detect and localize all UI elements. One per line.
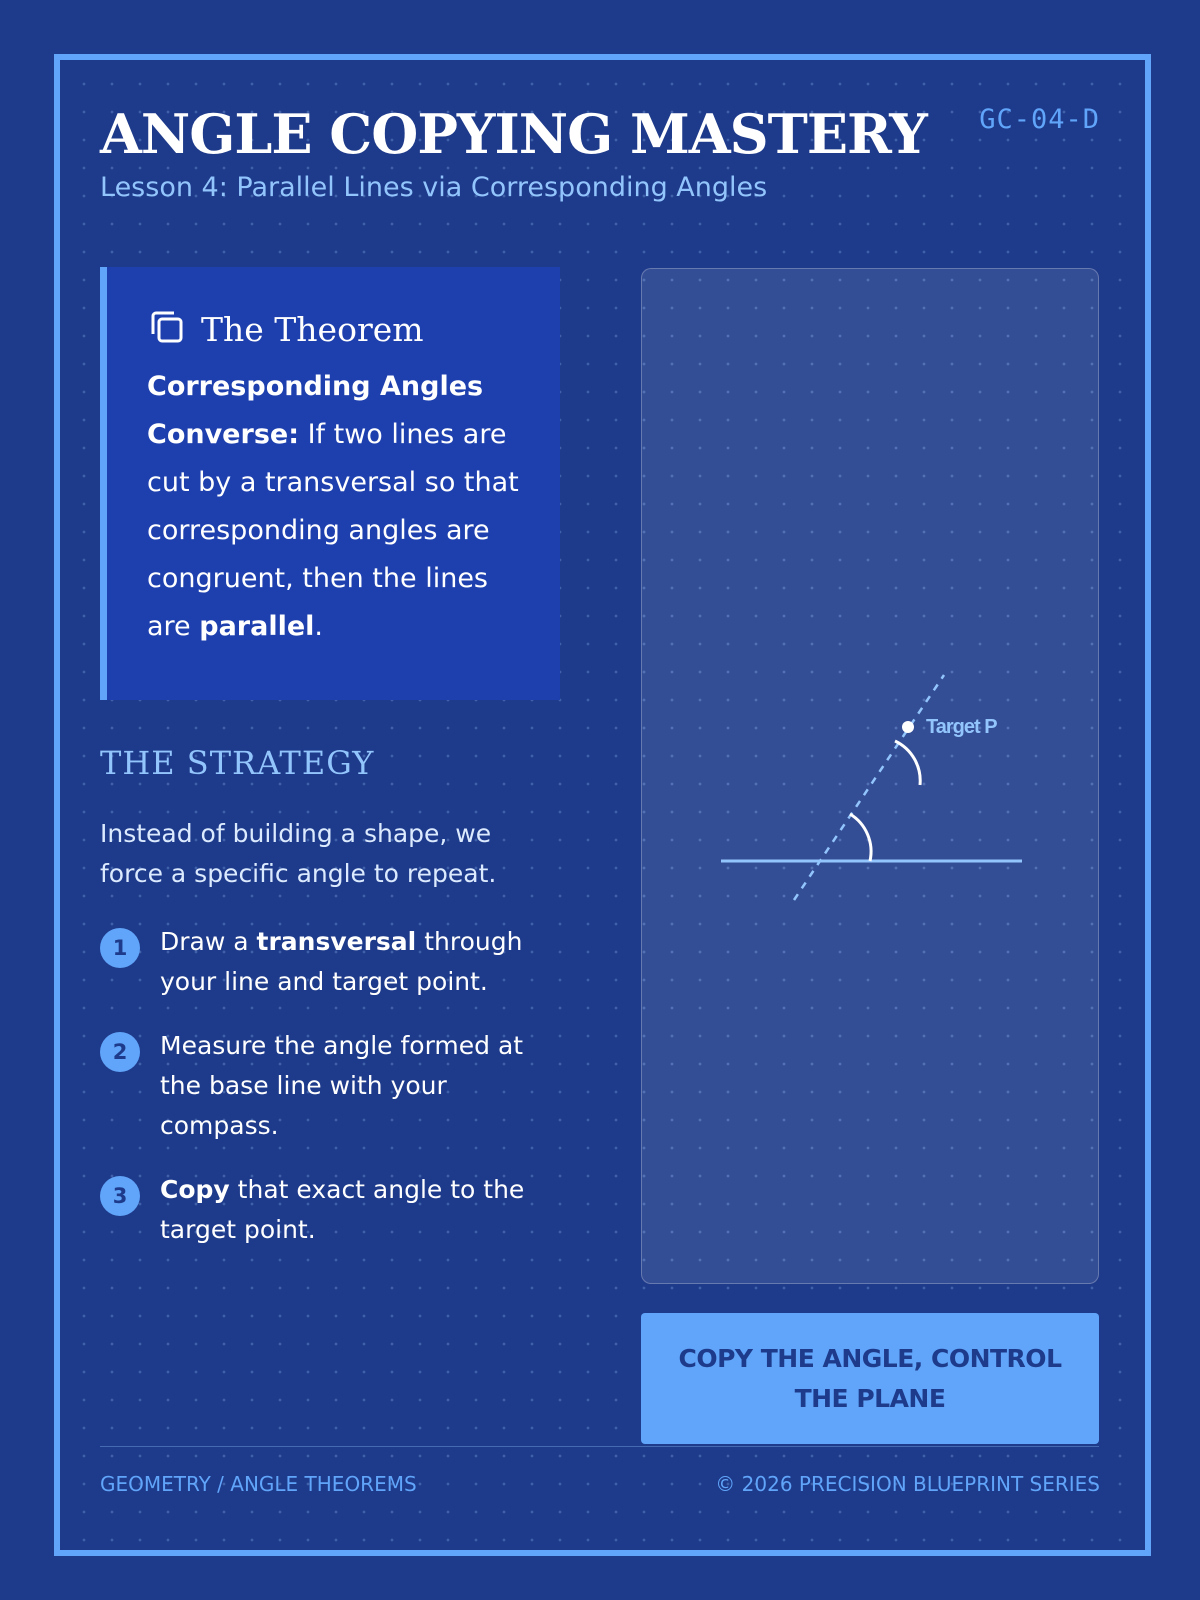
footer-divider xyxy=(100,1446,1099,1447)
step-number-badge: 1 xyxy=(100,928,140,968)
step-text xyxy=(160,1026,550,1146)
step-text-bold: transversal xyxy=(256,927,417,956)
step-text-part: that exact angle to the target point. xyxy=(160,1175,525,1244)
theorem-end: . xyxy=(314,611,324,642)
theorem-header xyxy=(147,307,524,351)
step-text-part: Measure the angle formed at the base line with your compass. xyxy=(160,1031,524,1140)
theorem-text xyxy=(147,363,524,651)
transversal-line xyxy=(794,675,944,900)
step-text-bold: Copy xyxy=(160,1175,230,1204)
step-text-part: through your line and target point. xyxy=(160,927,523,996)
target-point-label: Target P xyxy=(926,716,997,738)
strategy-intro: Instead of building a shape, we force a specific angle to repeat. xyxy=(100,819,497,888)
copy-icon xyxy=(147,307,187,351)
theorem-card xyxy=(100,267,560,700)
step-number-badge: 3 xyxy=(100,1176,140,1216)
target-point xyxy=(902,721,914,733)
strategy-steps xyxy=(100,922,550,1274)
theorem-lead: Corresponding Angles Converse: xyxy=(147,371,484,450)
step-number-badge: 2 xyxy=(100,1032,140,1072)
copied-angle-arc xyxy=(895,741,920,785)
step-item xyxy=(100,1170,550,1250)
page-title: ANGLE COPYING MASTERY xyxy=(100,102,927,166)
diagram-panel xyxy=(641,268,1099,1284)
base-angle-arc xyxy=(850,814,871,861)
step-text xyxy=(160,1170,550,1250)
footer-copyright: © 2026 PRECISION BLUEPRINT SERIES xyxy=(715,1472,1100,1496)
step-text-part: Draw a xyxy=(160,927,257,956)
angle-diagram xyxy=(642,269,1100,1285)
cta-banner: COPY THE ANGLE, CONTROL THE PLANE xyxy=(641,1313,1099,1444)
footer-category: GEOMETRY / ANGLE THEOREMS xyxy=(100,1472,417,1496)
strategy-title: THE STRATEGY xyxy=(100,744,375,782)
theorem-body: If two lines are cut by a transversal so that corresponding angles are congruent, then the lines are xyxy=(147,419,519,642)
step-text xyxy=(160,922,550,1002)
lesson-code: GC-04-D xyxy=(979,104,1100,135)
theorem-emphasis: parallel xyxy=(199,611,315,642)
step-item xyxy=(100,922,550,1002)
lesson-subtitle: Lesson 4: Parallel Lines via Corresponding Angles xyxy=(100,172,768,203)
theorem-title: The Theorem xyxy=(201,309,424,349)
step-item xyxy=(100,1026,550,1146)
